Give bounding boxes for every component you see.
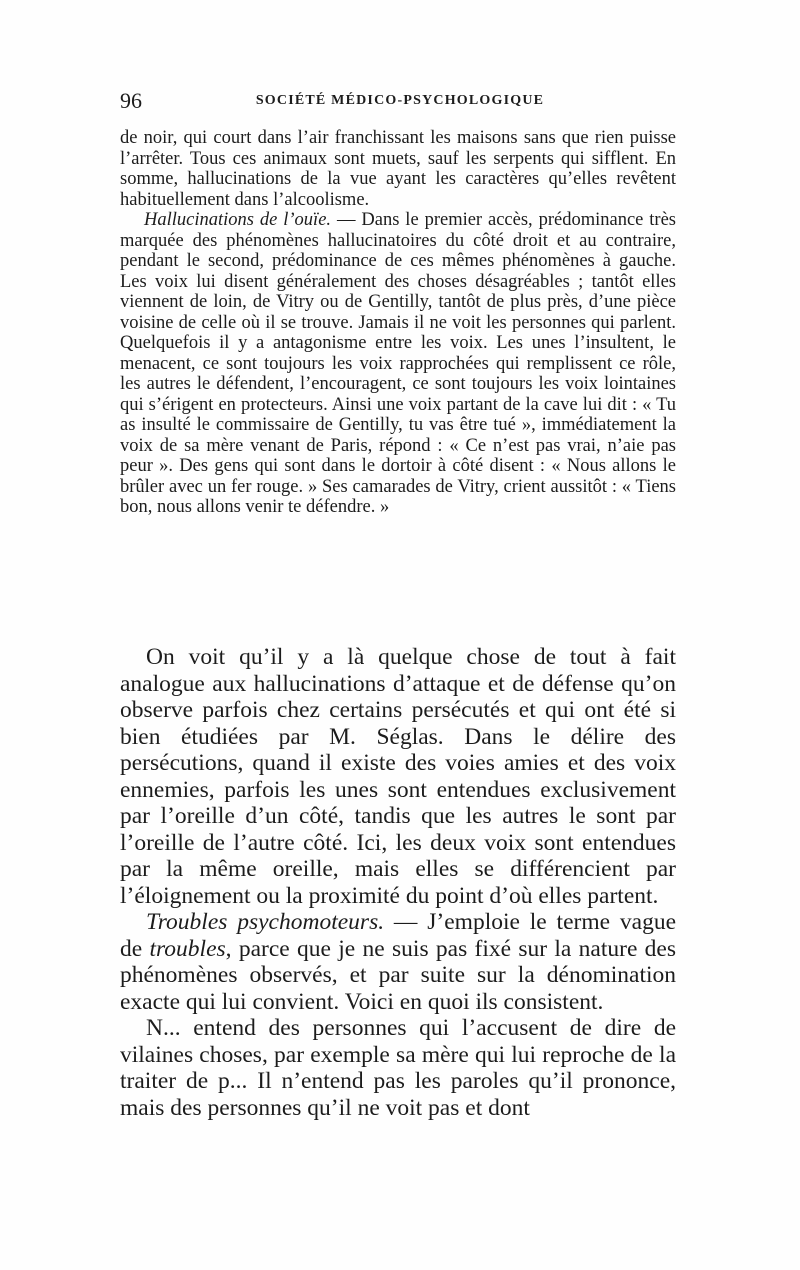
section-heading-psychomotor: Troubles psychomoteurs. — [146, 909, 385, 935]
small-print-section — [120, 128, 676, 518]
paragraph-attack-defense: On voit qu’il y a là quelque chose de tout à fait analogue aux hallucinations d’attaque et de défense qu’on observe parfois chez certains persécutés et qui ont été si bien étudiées par M. Séglas. Dans le délire des persécutions, quand il existe des voies amies et des voix ennemies, parfois les unes sont entendues exclusivement par l’oreille d’un côté, tandis que les autres le sont par l’oreille de l’autre côté. Ici, les deux voix sont entendues par la même oreille, mais elles se différencient par l’éloignement ou la proximité du point d’où elles partent. — [120, 644, 676, 909]
paragraph-auditory-hallucinations — [120, 210, 676, 518]
psychomotor-text-1: — J’emploie le terme vague de — [120, 909, 676, 962]
paragraph-patient-n: N... entend des personnes qui l’accusent de dire de vilaines choses, par exemple sa mère qui lui reproche de la traiter de p... Il n’entend pas les paroles qu’il prononce, mais des personnes qu’il ne voit pas et dont — [120, 1015, 676, 1121]
section-heading-auditory: Hallucinations de l’ouïe. — [144, 210, 332, 230]
page-number: 96 — [120, 88, 142, 113]
journal-title: SOCIÉTÉ MÉDICO-PSYCHOLOGIQUE — [255, 93, 545, 108]
paragraph-auditory-body: — Dans le premier accès, prédominance très marquée des phénomènes hallucinatoires du côté droit et au contraire, pendant le second, prédominance de ces mêmes phénomènes à gauche. Les voix lui disent généralement des choses désagréables ; tantôt elles viennent de loin, de Vitry ou de Gentilly, tantôt de plus près, d’une pièce voisine de celle où il se trouve. Jamais il ne voit les personnes qui parlent. Quelquefois il y a antagonisme entre les voix. Les unes l’insultent, le menacent, ce sont toujours les voix rapprochées qui remplissent ce rôle, les autres le défendent, l’encouragent, ce sont toujours les voix lointaines qui s’érigent en protecteurs. Ainsi une voix partant de la cave lui dit : « Tu as insulté le commissaire de Gentilly, tu vas être tué », immédiatement la voix de sa mère venant de Paris, répond : « Ce n’est pas vrai, n’aie pas peur ». Des gens qui sont dans le dortoir à côté disent : « Nous allons le brûler avec un fer rouge. » Ses camarades de Vitry, crient aussitôt : « Tiens bon, nous allons venir te défendre. » — [120, 210, 677, 517]
main-text-section — [120, 644, 676, 1121]
paragraph-psychomotor — [120, 909, 676, 1015]
paragraph-visual-hallucinations: de noir, qui court dans l’air franchissant les maisons sans que rien puisse l’arrêter. Tous ces animaux sont muets, sauf les serpents qui sifflent. En somme, hallucinations de la vue ayant les caractères qu’elles revêtent habituellement dans l’alcoolisme. — [120, 128, 676, 210]
running-header — [120, 86, 680, 116]
psychomotor-text-2: , parce que je ne suis pas fixé sur la nature des phénomènes observés, et par suite sur la dénomination exacte qui lui convient. Voici en quoi ils consistent. — [120, 935, 677, 1015]
psychomotor-emphasis: troubles — [149, 935, 226, 962]
